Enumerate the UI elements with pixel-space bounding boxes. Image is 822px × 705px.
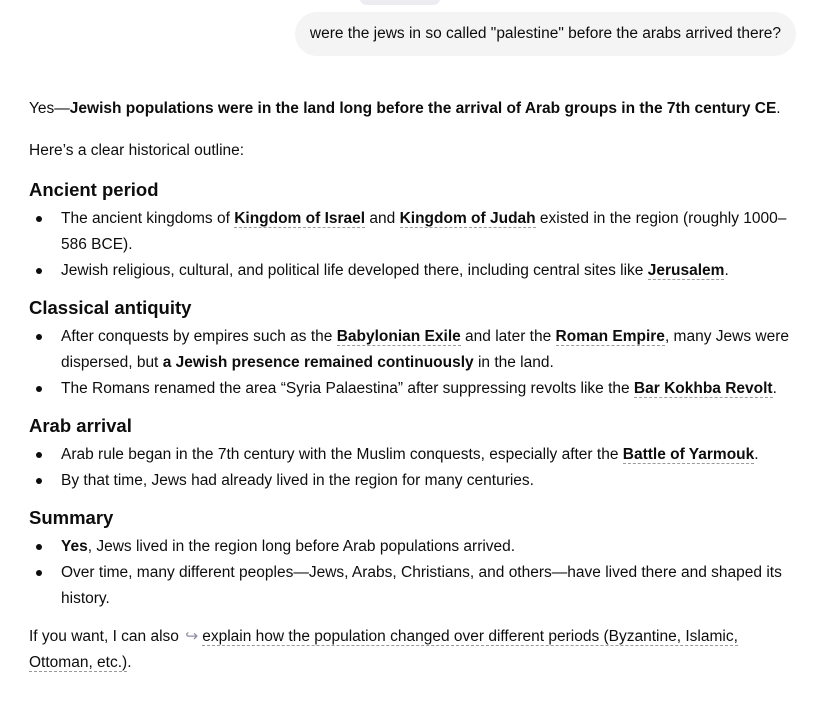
section-classical (29, 296, 804, 402)
list-item (29, 534, 804, 560)
text: in the land. (473, 354, 554, 371)
list-item (29, 206, 804, 258)
lead-paragraph (29, 96, 804, 122)
text: The ancient kingdoms of (61, 210, 235, 227)
list-summary (29, 534, 804, 612)
lead-end: . (776, 100, 781, 117)
lead-bold: Jewish populations were in the land long before the arrival of Arab groups in the 7th century CE (69, 100, 777, 117)
entity-link-jerusalem[interactable]: Jerusalem (647, 262, 725, 279)
text: . (772, 380, 777, 397)
lead-yes: Yes— (29, 100, 70, 117)
bold-text: a Jewish presence remained continuously (162, 354, 474, 371)
text: If you want, I can also (29, 628, 184, 645)
list-item: By that time, Jews had already lived in the region for many centuries. (29, 468, 804, 494)
heading-ancient: Ancient period (29, 179, 159, 200)
text: Jewish religious, cultural, and political life developed there, including central sites like (61, 262, 648, 279)
user-message-bubble (295, 12, 796, 56)
text: , Jews lived in the region long before Arab populations arrived. (87, 538, 516, 555)
list-item: Over time, many different peoples—Jews, Arabs, Christians, and others—have lived there and shaped its history. (29, 560, 804, 612)
entity-link-babylonian-exile[interactable]: Babylonian Exile (336, 328, 461, 345)
text: and (365, 210, 400, 227)
list-item (29, 376, 804, 402)
text: and later the (460, 328, 556, 345)
assistant-response (29, 96, 804, 676)
section-summary (29, 506, 804, 612)
top-scroll-pill (360, 0, 440, 5)
entity-link-kingdom-of-israel[interactable]: Kingdom of Israel (234, 210, 366, 227)
list-classical (29, 324, 804, 402)
entity-link-roman-empire[interactable]: Roman Empire (555, 328, 665, 345)
list-item (29, 442, 804, 468)
text: . (754, 446, 759, 463)
text: existed in the region (roughly 1000–586 BCE). (61, 210, 787, 253)
list-ancient (29, 206, 804, 284)
text: Arab rule began in the 7th century with the Muslim conquests, especially after the (61, 446, 623, 463)
list-item (29, 324, 804, 376)
list-item (29, 258, 804, 284)
section-ancient (29, 178, 804, 284)
text: . (127, 654, 132, 671)
heading-arab-arrival: Arab arrival (29, 415, 132, 436)
text: . (724, 262, 729, 279)
intro-paragraph: Here’s a clear historical outline: (29, 142, 245, 159)
user-message-text: were the jews in so called "palestine" before the arabs arrived there? (309, 25, 781, 42)
entity-link-kingdom-of-judah[interactable]: Kingdom of Judah (399, 210, 536, 227)
follow-up-suggestion-link[interactable]: explain how the population changed over different periods (Byzantine, Islamic, Ottoman, etc.) (29, 628, 738, 671)
heading-classical: Classical antiquity (29, 297, 192, 318)
followup-paragraph (29, 624, 804, 676)
text: The Romans renamed the area “Syria Palaestina” after suppressing revolts like the (61, 380, 634, 397)
entity-link-battle-of-yarmouk[interactable]: Battle of Yarmouk (622, 446, 755, 463)
text: After conquests by empires such as the (61, 328, 337, 345)
list-arab-arrival (29, 442, 804, 494)
follow-up-arrow-icon: ↪ (185, 628, 199, 645)
entity-link-bar-kokhba-revolt[interactable]: Bar Kokhba Revolt (633, 380, 773, 397)
bold-text: Yes (61, 538, 88, 555)
text: , many Jews were dispersed, but (61, 328, 789, 371)
heading-summary: Summary (29, 507, 114, 528)
section-arab-arrival (29, 414, 804, 494)
